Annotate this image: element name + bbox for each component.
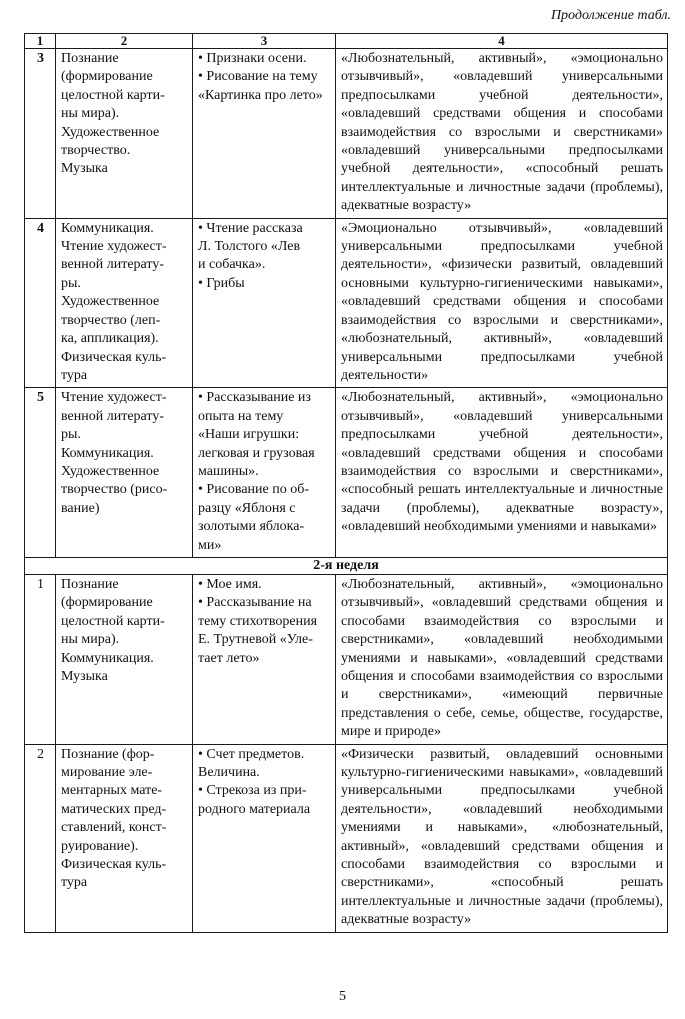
activity-line: легковая и грузовая [198, 445, 315, 461]
subject-line: Познание [61, 576, 119, 592]
table-row [25, 388, 668, 558]
activity-line: золотыми яблока- [198, 519, 305, 535]
subject-line: творчество (рисо- [61, 482, 168, 498]
subject-line: ставлений, конст- [61, 820, 167, 836]
subject-line: Чтение художест- [61, 390, 167, 406]
activity-line: тает лето» [198, 650, 260, 666]
page-number: 5 [339, 989, 346, 1004]
activity-cell [193, 574, 336, 744]
subject-line: ны мира). [61, 632, 120, 648]
subject-line: творчество. [61, 143, 131, 159]
competency-cell: «Любознательный, активный», «эмоционально отзывчивый», «овладевший универсальными предпосылками учебной деятельности», «овладевший средствами общения и способами взаимодействия со взрослыми и сверстниками», «способный решать интеллектуальные и личностные задачи (проблемы), адекватные возрасту», «овладевший необходимыми умениями и навыками» [336, 388, 668, 558]
subject-line: Музыка [61, 161, 108, 177]
subject-line: тура [61, 367, 88, 383]
activity-line: • Счет предметов. [198, 746, 305, 762]
subject-line: Художественное [61, 463, 160, 479]
activity-line: • Рисование на тему [198, 69, 318, 85]
activity-line: «Наши игрушки: [198, 427, 300, 443]
subject-line: ры. [61, 275, 81, 291]
activity-cell [193, 744, 336, 932]
week-divider-row [25, 557, 668, 574]
subject-line: Художественное [61, 294, 160, 310]
activity-line: • Стрекоза из при- [198, 783, 307, 799]
subject-line: венной литерату- [61, 408, 164, 424]
competency-cell: «Любознательный, активный», «эмоционально отзывчивый», «овладевший универсальными предпосылками учебной деятельности», «овладевший средствами общения и способами взаимодействия со взрослыми и сверстниками» «овладевший универсальными предпосылками учебной деятельности», «способный решать интеллектуальные и личностные задачи (проблемы), адекватные возрасту» [336, 49, 668, 219]
activity-line: • Признаки осени. [198, 51, 307, 66]
table-row [25, 574, 668, 744]
table-row [25, 218, 668, 388]
table-body-week-divider [25, 557, 668, 574]
subject-line: матических пред- [61, 801, 167, 817]
subject-line: целостной карти- [61, 87, 165, 103]
competency-cell: «Эмоционально отзывчивый», «овладевший универсальными предпосылками учебной деятельности», «физически развитый, овладевший основными культурно-гигиеническими навыками», «овладевший средствами общения и способами взаимодействия со взрослыми и сверстниками», «любознательный, активный», «овладевший универсальными предпосылками учебной деятельности» [336, 218, 668, 388]
continuation-note: Продолжение табл. [550, 8, 671, 23]
subject-cell [56, 218, 193, 388]
table-row [25, 744, 668, 932]
subject-line: мирование эле- [61, 765, 153, 781]
activity-line: Е. Трутневой «Уле- [198, 632, 313, 648]
table-body-week1 [25, 49, 668, 558]
subject-line: Познание (фор- [61, 746, 155, 762]
column-header-2: 2 [56, 34, 193, 49]
row-number: 1 [25, 574, 56, 744]
competency-cell: «Любознательный, активный», «эмоционально отзывчивый», «овладевший средствами общения и способами взаимодействия со взрослыми и сверстниками», «овладевший необходимыми умениями и навыками», «овладевший средствами общения и способами взаимодействия со взрослыми и сверстниками», «имеющий первичные представления о себе, семье, обществе, государстве, мире и природе» [336, 574, 668, 744]
subject-line: ка, аппликация). [61, 331, 159, 347]
column-header-1: 1 [25, 34, 56, 49]
subject-line: (формирование [61, 69, 153, 85]
table-header-row [25, 34, 668, 49]
subject-line: тура [61, 875, 88, 891]
subject-line: ры. [61, 427, 81, 443]
column-header-3: 3 [193, 34, 336, 49]
subject-cell [56, 574, 193, 744]
subject-line: целостной карти- [61, 613, 165, 629]
activity-line: машины». [198, 463, 259, 479]
subject-line: (формирование [61, 595, 153, 611]
lesson-plan-table [24, 33, 668, 933]
competency-cell: «Физически развитый, овладевший основными культурно-гигиеническими навыками», «овладевший универсальными предпосылками учебной деятельности», «овладевший необходимыми умениями и навыками», «любознательный, активный», «овладевший средствами общения и способами взаимодействия со взрослыми и сверстниками», «способный решать интеллектуальные и личностные задачи (проблемы), адекватные возрасту» [336, 744, 668, 932]
subject-cell [56, 388, 193, 558]
row-number: 3 [25, 49, 56, 219]
subject-cell [56, 49, 193, 219]
activity-line: ми» [198, 537, 222, 553]
activity-line: «Картинка про лето» [198, 87, 323, 103]
subject-line: венной литерату- [61, 257, 164, 273]
subject-line: вание) [61, 500, 100, 516]
activity-line: Величина. [198, 765, 260, 781]
activity-line: Л. Толстого «Лев [198, 239, 301, 255]
activity-line: опыта на тему [198, 408, 284, 424]
row-number: 2 [25, 744, 56, 932]
activity-cell [193, 388, 336, 558]
activity-cell [193, 49, 336, 219]
row-number: 5 [25, 388, 56, 558]
activity-line: тему стихотворения [198, 613, 318, 629]
subject-line: Коммуникация. [61, 445, 154, 461]
activity-line: • Рассказывание из [198, 390, 311, 406]
subject-line: руирование). [61, 838, 139, 854]
subject-line: Коммуникация. [61, 220, 154, 236]
subject-cell [56, 744, 193, 932]
table-row [25, 49, 668, 219]
activity-line: • Мое имя. [198, 576, 262, 592]
subject-line: Музыка [61, 669, 108, 684]
activity-line: и собачка». [198, 257, 266, 273]
row-number: 4 [25, 218, 56, 388]
subject-line: творчество (леп- [61, 312, 161, 328]
subject-line: Художественное [61, 124, 160, 140]
subject-line: Физическая куль- [61, 857, 167, 873]
activity-line: • Чтение рассказа [198, 220, 303, 236]
subject-line: ны мира). [61, 106, 120, 122]
subject-line: Коммуникация. [61, 650, 154, 666]
week-label: 2-я неделя [25, 557, 668, 574]
column-header-4: 4 [336, 34, 668, 49]
activity-line: разцу «Яблоня с [198, 500, 296, 516]
activity-line: родного материала [198, 801, 311, 817]
activity-line: • Рассказывание на [198, 595, 312, 611]
subject-line: Чтение художест- [61, 239, 167, 255]
subject-line: ментарных мате- [61, 783, 163, 799]
table-body-week2 [25, 574, 668, 932]
subject-line: Физическая куль- [61, 349, 167, 365]
activity-cell [193, 218, 336, 388]
activity-line: • Грибы [198, 275, 245, 291]
activity-line: • Рисование по об- [198, 482, 310, 498]
subject-line: Познание [61, 51, 119, 66]
